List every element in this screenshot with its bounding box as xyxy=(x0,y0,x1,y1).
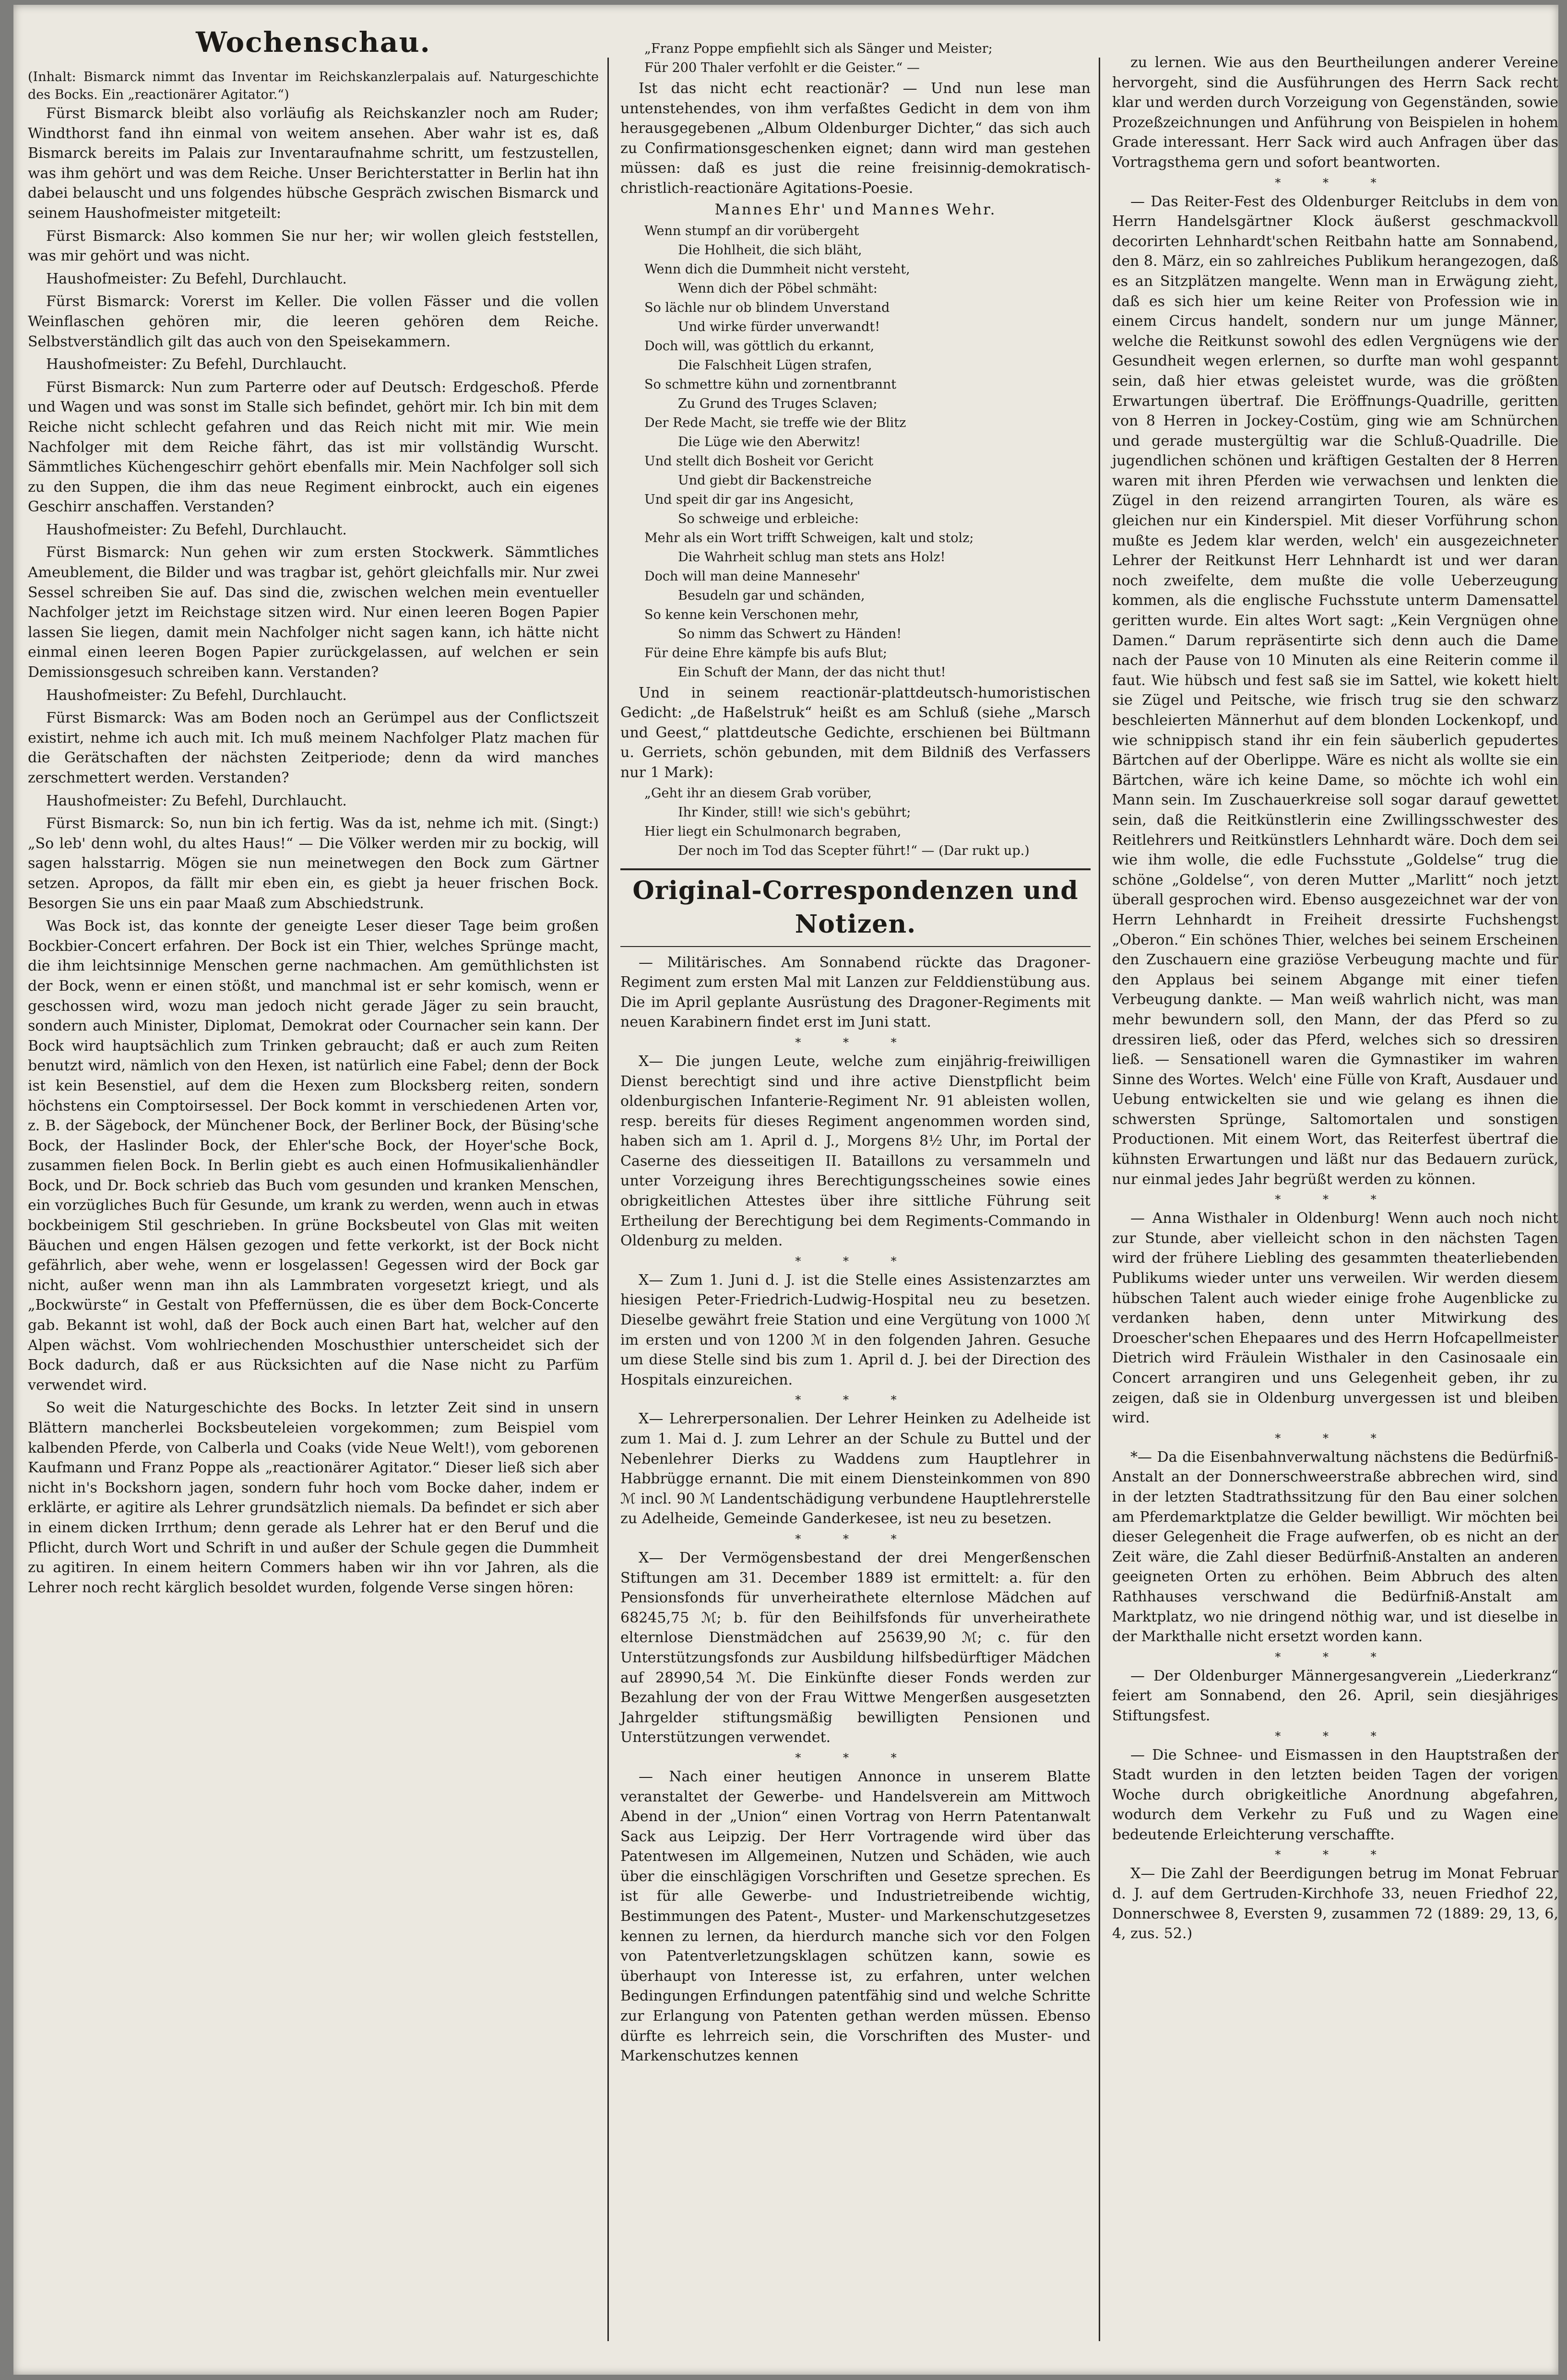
column-1 xyxy=(28,19,599,1600)
verse-line: Und wirke fürder unverwandt! xyxy=(678,319,880,334)
column-3 xyxy=(1112,53,1558,1947)
separator-asterisks: * * * xyxy=(795,1393,916,1407)
top-verse xyxy=(620,39,1091,78)
verse-line: Die Hohlheit, die sich bläht, xyxy=(678,242,862,258)
column-2 xyxy=(620,38,1091,2069)
article-paragraph: Haushofmeister: Zu Befehl, Durchlaucht. xyxy=(46,792,347,809)
verse-line: Der noch im Tod das Scepter führt!“ — (Dar rukt up.) xyxy=(678,843,1030,858)
verse-line: „Franz Poppe empfiehlt sich als Sänger und Meister; xyxy=(644,41,993,56)
verse-line: Zu Grund des Truges Sclaven; xyxy=(678,396,878,411)
newspaper-page xyxy=(13,5,1558,2375)
separator-asterisks: * * * xyxy=(795,1254,916,1268)
poem-title: Mannes Ehr' und Mannes Wehr. xyxy=(714,201,997,218)
notices xyxy=(1112,53,1558,1944)
article-paragraph: Fürst Bismarck: Was am Boden noch an Gerümpel aus der Conflictszeit existirt, nehme ich auch mit. Ich muß meinem Nachfolger Platz machen für die Gerätschaften der nächsten Zeitperiode; denn da wird manches zerschmettert werden. Verstanden? xyxy=(28,710,599,786)
closing-verse xyxy=(620,784,1091,861)
article-paragraph: Fürst Bismarck: Also kommen Sie nur her; wir wollen gleich feststellen, was mir gehört und was nicht. xyxy=(28,227,599,265)
intro-summary: (Inhalt: Bismarck nimmt das Inventar im Reichskanzlerpalais auf. Naturgeschichte des Bocks. Ein „reactionärer Agitator.“) xyxy=(28,70,599,102)
article-paragraph: zu lernen. Wie aus den Beurtheilungen anderer Vereine hervorgeht, sind die Ausführungen des Herrn Sack recht klar und werden durch Vorzeigung von Gegenständen, sowie Prozeßzeichnungen und Anführung von Beispielen in hohem Grade interessant. Herr Sack wird auch Anfragen über das Vortragsthema gern und sofort beantworten. xyxy=(1112,54,1558,171)
verse-line: Mehr als ein Wort trifft Schweigen, kalt und stolz; xyxy=(644,530,974,545)
notices xyxy=(620,953,1091,2066)
verse-line: Wenn dich der Pöbel schmäht: xyxy=(678,281,878,296)
article-paragraph: Fürst Bismarck: Nun gehen wir zum ersten Stockwerk. Sämmtliches Ameublement, die Bilder und was tragbar ist, gehört gleichfalls mir. Nur zwei Sessel schreiben Sie auf. Das sind die, zwischen welchen mein eventueller Nachfolger jetzt im Reichstage sitzen wird. Nur einen leeren Bogen Papier lassen Sie liegen, damit mein Nachfolger nicht sagen kann, ich hätte nicht einmal einen leeren Bogen Papier zurückgelassen, auf welchen er sein Demissionsgesuch schreiben kann. Verstanden? xyxy=(28,544,599,681)
article-paragraph: Haushofmeister: Zu Befehl, Durchlaucht. xyxy=(46,687,347,704)
separator-asterisks: * * * xyxy=(795,1035,916,1049)
separator-asterisks: * * * xyxy=(1275,1729,1396,1743)
separator-asterisks: * * * xyxy=(1275,176,1396,189)
verse-line: Die Lüge wie den Aberwitz! xyxy=(678,434,861,450)
article-paragraph: Haushofmeister: Zu Befehl, Durchlaucht. xyxy=(46,356,347,373)
separator-asterisks: * * * xyxy=(795,1751,916,1764)
verse-line: Die Falschheit Lügen strafen, xyxy=(678,357,872,373)
article-paragraph: Und in seinem reactionär-plattdeutsch-humoristischen Gedicht: „de Haßelstruk“ heißt es am Schluß (siehe „Marsch und Geest,“ plattdeutsche Gedichte, erschienen bei Bültmann u. Gerriets, schön gebunden, mit dem Bildniß des Verfassers nur 1 Mark): xyxy=(620,684,1091,781)
article-paragraph: Haushofmeister: Zu Befehl, Durchlaucht. xyxy=(46,521,347,538)
verse-line: So schmettre kühn und zornentbrannt xyxy=(644,377,897,392)
article-body xyxy=(28,104,599,1598)
article-paragraph: Fürst Bismarck: Nun zum Parterre oder auf Deutsch: Erdgeschoß. Pferde und Wagen und was sonst im Stalle sich befindet, gehört mir. Ich bin mit dem Reiche nicht schlecht gefahren und das Reich nicht mit mir. Wie mein Nachfolger mit dem Reiche fährt, das ist mir vollständig Wurscht. Sämmtliches Küchengeschirr gehört ebenfalls mir. Mein Nachfolger soll sich zu den Suppen, die ihm das neue Regiment einbrockt, auch ein eigenes Geschirr anschaffen. Verstanden? xyxy=(28,379,599,516)
article-paragraph: — Der Oldenburger Männergesangverein „Liederkranz“ feiert am Sonnabend, den 26. April, sein diesjähriges Stiftungsfest. xyxy=(1112,1667,1558,1724)
verse-line: Wenn stumpf an dir vorübergeht xyxy=(644,223,859,238)
article-paragraph: Ist das nicht echt reactionär? — Und nun lese man untenstehendes, von ihm verfaßtes Gedicht in dem von ihm herausgegebenen „Album Oldenburger Dichter,“ das sich auch zu Confirmationsgeschenken eignet; dann wird man gestehen müssen: daß es just die reine freisinnig-demokratisch-christlich-reactionäre Agitations-Poesie. xyxy=(620,80,1091,197)
separator-asterisks: * * * xyxy=(795,1532,916,1546)
article-paragraph: Fürst Bismarck: Vorerst im Keller. Die vollen Fässer und die vollen Weinflaschen gehören mir, die leeren gehören dem Reiche. Selbstverständlich gilt das auch von den Speisekammern. xyxy=(28,293,599,350)
verse-line: So schweige und erbleiche: xyxy=(678,511,859,526)
article-paragraph: Fürst Bismarck: So, nun bin ich fertig. Was da ist, nehme ich mit. (Singt:) „So leb' denn wohl, du altes Haus!“ — Die Völker werden mir zu bockig, will sagen halsstarrig. Mögen sie nun meinetwegen den Bock zum Gärtner setzen. Apropos, da fällt mir eben ein, es giebt ja heuer frischen Bock. Besorgen Sie uns ein paar Maaß zum Abschiedstrunk. xyxy=(28,815,599,912)
article-paragraph: — Die Schnee- und Eismassen in den Hauptstraßen der Stadt wurden in den letzten beiden Tagen der vorigen Woche durch obrigkeitliche Anordnung abgefahren, wodurch dem Verkehr zu Fuß und zu Wagen eine bedeutende Erleichterung verschaffte. xyxy=(1112,1746,1558,1843)
separator-asterisks: * * * xyxy=(1275,1650,1396,1664)
verse-line: Die Wahrheit schlug man stets ans Holz! xyxy=(678,549,946,565)
verse-line: Der Rede Macht, sie treffe wie der Blitz xyxy=(644,415,906,430)
section-title: Original-Correspondenzen und Notizen. xyxy=(620,868,1091,947)
separator-asterisks: * * * xyxy=(1275,1193,1396,1207)
verse-line: So nimm das Schwert zu Händen! xyxy=(678,626,902,641)
article-paragraph: Haushofmeister: Zu Befehl, Durchlaucht. xyxy=(46,270,347,287)
article-paragraph: X— Die Zahl der Beerdigungen betrug im Monat Februar d. J. auf dem Gertruden-Kirchhofe 33, neuen Friedhof 22, Donnerschwee 8, Eversten 9, zusammen 72 (1889: 29, 13, 6, 4, zus. 52.) xyxy=(1112,1865,1558,1942)
article-paragraph: — Nach einer heutigen Annonce in unserem Blatte veranstaltet der Gewerbe- und Handelsverein am Mittwoch Abend in der „Union“ einen Vortrag von Herrn Patentanwalt Sack aus Leipzig. Der Herr Vortragende wird über das Patentwesen im Allgemeinen, Nutzen und Schäden, wie auch über die einschlägigen Vorschriften und Gesetze sprechen. Es ist für alle Gewerbe- und Industrietreibende wichtig, Bestimmungen des Patent-, Muster- und Markenschutzgesetzes kennen zu lernen, da hierdurch manche sich vor den Folgen von Patentverletzungsklagen schützen kann, sowie es überhaupt von Interesse ist, zu erfahren, unter welchen Bedingungen Erfindungen patentfähig sind und welche Schritte zur Erlangung von Patenten gethan werden müssen. Ebenso dürfte es lehrreich sein, die Vorschriften des Muster- und Markenschutzes kennen xyxy=(620,1768,1091,2065)
verse-line: Hier liegt ein Schulmonarch begraben, xyxy=(644,824,902,839)
article-paragraph: Fürst Bismarck bleibt also vorläufig als Reichskanzler noch am Ruder; Windthorst fand ihn einmal von weitem ansehen. Aber wahr ist es, daß Bismarck bereits im Palais zur Inventaraufnahme schritt, um festzustellen, was ihm gehört und was dem Reiche. Unser Berichterstatter in Berlin hat ihn dabei belauscht und uns folgendes hübsche Gespräch zwischen Bismarck und seinem Haushofmeister mitgeteilt: xyxy=(28,105,599,222)
article-paragraph: Was Bock ist, das konnte der geneigte Leser dieser Tage beim großen Bockbier-Concert erfahren. Der Bock ist ein Thier, welches Sprünge macht, die ihm leichtsinnige Menschen gerne nachmachen. Am gemüthlichsten ist der Bock, wenn er einen stößt, und manchmal ist er sehr komisch, wenn er geschossen wird, wozu man jedoch nicht gerade Jäger zu sein braucht, sondern auch Minister, Diplomat, Demokrat oder Cournacher sein kann. Der Bock wird hauptsächlich zum Trinken gebraucht; daß er auch zum Reiten benutzt wird, nämlich von den Hexen, ist natürlich eine Fabel; denn der Bock ist kein Besenstiel, auf dem die Hexen zum Blocksberg reiten, sondern höchstens ein Comptoirsessel. Der Bock kommt in verschiedenen Arten vor, z. B. der Sägebock, der Münchener Bock, der Berliner Bock, der Büsing'sche Bock, der Haslinder Bock, der Ehler'sche Bock, der Hoyer'sche Bock, zusammen fielen Bock. In Berlin giebt es auch einen Hofmusikalienhändler Bock, und Dr. Bock schrieb das Buch vom gesunden und kranken Menschen, ein vorzügliches Buch für Gesunde, um krank zu werden, wenn auch in etwas bockbeinigem Stil geschrieben. In grüne Bocksbeutel von Glas mit weiten Bäuchen und engen Hälsen gezogen und fette verkorkt, ist der Bock nicht gefährlich, aber wehe, wenn er losgelassen! Gegessen wird der Bock gar nicht, außer wenn man ihn als Lammbraten vorgesetzt kriegt, und als „Bockwürste“ in Gestalt von Pfeffernüssen, die es über dem Bock-Concerte gab. Bekannt ist wohl, daß der Bock auch einen Bart hat, welcher auf den Alpen wächst. Vom wohlriechenden Moschusthier unterscheidet sich der Bock dadurch, daß er aus Rücksichten auf die Nase nicht zu Parfüm verwendet wird. xyxy=(28,918,599,1394)
article-paragraph: X— Der Vermögensbestand der drei Mengerßenschen Stiftungen am 31. December 1889 ist ermittelt: a. für den Pensionsfonds für unverheirathete elternlose Mädchen auf 68245,75 ℳ; b. für den Beihilfsfonds für unverheirathete elternlose Dienstmädchen auf 25639,90 ℳ; c. für den Unterstützungsfonds zur Ausbildung hilfsbedürftiger Mädchen auf 28990,54 ℳ. Die Einkünfte dieser Fonds werden zur Bezahlung der von der Frau Wittwe Mengerßen ausgesetzten Jahrgelder stiftungsmäßig bewilligten Pensionen und Unterstützungen verwendet. xyxy=(620,1549,1091,1746)
article-paragraph: *— Da die Eisenbahnverwaltung nächstens die Bedürfniß-Anstalt an der Donnerschweerstraße abbrechen wird, sind in der letzten Stadtrathssitzung für den Bau einer solchen am Pferdemarktplatze die Gelder bewilligt. Wir möchten bei dieser Gelegenheit die Frage aufwerfen, ob es nicht an der Zeit wäre, die Zahl dieser Bedürfniß-Anstalten an anderen geeigneten Orten zu erhöhen. Beim Abbruch des alten Rathhauses verschwand die Bedürfniß-Anstalt am Marktplatz, wo nie dringend nöthig war, und ist dieselbe in der Markthalle nicht ersetzt worden kann. xyxy=(1112,1448,1558,1646)
verse-line: Und giebt dir Backenstreiche xyxy=(678,473,872,488)
verse-line: Ihr Kinder, still! wie sich's gebührt; xyxy=(678,805,911,820)
verse-line: Ein Schuft der Mann, der das nicht thut! xyxy=(678,664,946,680)
separator-asterisks: * * * xyxy=(1275,1848,1396,1862)
separator-asterisks: * * * xyxy=(1275,1431,1396,1445)
column-rule xyxy=(1099,58,1100,2341)
poem xyxy=(620,222,1091,682)
article-paragraph: So weit die Naturgeschichte des Bocks. In letzter Zeit sind in unsern Blättern mancherlei Bocksbeuteleien vorgekommen; zum Beispiel vom kalbenden Pferde, von Calberla und Coaks (vide Neue Welt!), vom geborenen Kaufmann und Franz Poppe als „reactionärer Agitator.“ Dieser ließ sich aber nicht in's Bockshorn jagen, sondern fuhr hoch vom Bocke daher, indem er erklärte, er agitire als Lehrer grundsätzlich niemals. Da befindet er sich aber in einem dicken Irrthum; denn gerade als Lehrer hat er den Beruf und die Pflicht, durch Wort und Schrift in und außer der Schule gegen die Dummheit zu agitiren. In einem heitern Commers haben wir ihn vor Jahren, als die Lehrer noch recht kärglich besoldet wurden, folgende Verse singen hören: xyxy=(28,1399,599,1596)
article-paragraph: X— Zum 1. Juni d. J. ist die Stelle eines Assistenzarztes am hiesigen Peter-Friedrich-Ludwig-Hospital neu zu besetzen. Dieselbe gewährt freie Station und eine Vergütung von 1000 ℳ im ersten und von 1200 ℳ in den folgenden Jahren. Gesuche um diese Stelle sind bis zum 1. April d. J. bei der Direction des Hospitals einzureichen. xyxy=(620,1271,1091,1388)
verse-line: Und speit dir gar ins Angesicht, xyxy=(644,492,854,507)
article-paragraph: — Militärisches. Am Sonnabend rückte das Dragoner-Regiment zum ersten Mal mit Lanzen zur Felddienstübung aus. Die im April geplante Ausrüstung des Dragoner-Regiments mit neuen Karabinern findet erst im Juni statt. xyxy=(620,954,1091,1031)
page-title: Wochenschau. xyxy=(196,26,431,59)
verse-line: Und stellt dich Bosheit vor Gericht xyxy=(644,453,874,469)
column-rule xyxy=(607,58,609,2341)
verse-line: Doch will, was göttlich du erkannt, xyxy=(644,338,875,354)
verse-line: Für deine Ehre kämpfe bis aufs Blut; xyxy=(644,645,888,661)
article-paragraph: — Anna Wisthaler in Oldenburg! Wenn auch noch nicht zur Stunde, aber vielleicht schon in den nächsten Tagen wird der frühere Liebling des gesammten theaterliebenden Publikums wieder unter uns verweilen. Wir werden diesem hübschen Talent auch wieder einige frohe Augenblicke zu verdanken haben, denn unter Mitwirkung des Droescher'schen Ehepaares und des Herrn Hofcapellmeister Dietrich wird Fräulein Wisthaler in den Casinosaale ein Concert arrangiren und uns Gelegenheit geben, ihr zu zeigen, daß sie in Oldenburg unvergessen ist und bleiben wird. xyxy=(1112,1210,1558,1427)
verse-line: So lächle nur ob blindem Unverstand xyxy=(644,300,890,315)
verse-line: „Geht ihr an diesem Grab vorüber, xyxy=(644,785,872,801)
article-paragraph: X— Die jungen Leute, welche zum einjährig-freiwilligen Dienst berechtigt sind und ihre active Dienstpflicht beim oldenburgischen Infanterie-Regiment Nr. 91 ableisten wollen, resp. bereits für dieses Regiment angenommen worden sind, haben sich am 1. April d. J., Morgens 8½ Uhr, im Portal der Caserne des diesseitigen II. Bataillons zu versammeln und unter Vorzeigung ihres Berechtigungsscheines sowie eines obrigkeitlichen Attestes über ihre sittliche Führung seit Ertheilung der Berechtigung bei dem Regiments-Commando in Oldenburg zu melden. xyxy=(620,1053,1091,1250)
verse-line: Wenn dich die Dummheit nicht versteht, xyxy=(644,261,910,277)
verse-line: Besudeln gar und schänden, xyxy=(678,588,865,603)
article-paragraph: X— Lehrerpersonalien. Der Lehrer Heinken zu Adelheide ist zum 1. Mai d. J. zum Lehrer an der Schule zu Buttel und der Nebenlehrer Dierks zu Waddens zum Hauptlehrer in Habbrügge ernannt. Die mit einem Diensteinkommen von 890 ℳ incl. 90 ℳ Landentschädigung verbundene Hauptlehrerstelle zu Adelheide, Gemeinde Ganderkesee, ist neu zu besetzen. xyxy=(620,1410,1091,1527)
verse-line: So kenne kein Verschonen mehr, xyxy=(644,607,859,622)
article-paragraph: — Das Reiter-Fest des Oldenburger Reitclubs in dem von Herrn Handelsgärtner Klock äußerst geschmackvoll decorirten Lehnhardt'schen Reitbahn hatte am Sonnabend, den 8. März, ein so zahlreiches Publikum herangezogen, daß es an Sitzplätzen mangelte. Wenn man in Erwägung zieht, daß es sich hier um keine Reiter von Profession wie in einem Circus handelt, sondern nur um junge Männer, welche die Reitkunst sowohl des edlen Vergnügens wie der Gesundheit wegen erlernen, so durfte man wohl gespannt sein, daß hier etwas geleistet wurde, was die größten Erwartungen übertraf. Die Eröffnungs-Quadrille, geritten von 8 Herren in Jockey-Costüm, ging wie am Schnürchen und gerade mustergültig war die Schluß-Quadrille. Die jugendlichen schönen und kräftigen Gestalten der 8 Herren waren mit ihren Pferden wie verwachsen und lenkten die Zügel in den reizend arrangirten Touren, als wäre es gleichen nur ein Kinderspiel. Mit dieser Vorführung schon mußte es Jedem klar werden, welch' ein ausgezeichneter Lehrer der Reitkunst Herr Lehnhardt ist und wer daran noch zweifelte, dem mußte die volle Ueberzeugung kommen, als die englische Fuchsstute unterm Damensattel geritten wurde. Ein altes Wort sagt: „Kein Vergnügen ohne Damen.“ Darum repräsentirte sich denn auch die Dame nach der Pause von 10 Minuten als eine Reiterin comme il faut. Wie hübsch und fest saß sie im Sattel, wie kokett hielt sie Zügel und Peitsche, wie frisch trug sie den schwarz beschleierten Männerhut auf dem blonden Lockenkopf, und wie schnippisch stand ihr ein fein säuberlich gepudertes Bärtchen auf der Oberlippe. Wäre es nicht als wollte sie ein Bärtchen, wäre ich keine Dame, so möchte ich wohl ein Mann sein. Im Zuschauerkreise soll sogar darauf gewettet sein, daß die Reitkünstlerin eine Zwillingsschwester des Reitlehrers und Reitkünstlers Lehnhardt wäre. Doch dem sei wie ihm wolle, die edle Fuchsstute „Goldelse“ trug die schöne „Goldelse“, von deren Mutter „Marlitt“ noch jetzt überall gesprochen wird. Ebenso ausgezeichnet war der von Herrn Lehnhardt in Freiheit dressirte Fuchshengst „Oberon.“ Ein schönes Thier, welches bei seinem Erscheinen den Zuschauern eine graziöse Verbeugung machte und für den Applaus bei seinem Abgange mit einer tiefen Verbeugung dankte. — Man weiß wahrlich nicht, was man mehr bewundern soll, den Mann, der das Pferd so zu dressiren ließ, oder das Pferd, welches sich so dressiren ließ. — Sensationell waren die Gymnastiker im wahren Sinne des Wortes. Welch' eine Fülle von Kraft, Ausdauer und Uebung entwickelten sie und wie gelang es ihnen die schwersten Sprünge, Saltomortalen und sonstigen Productionen. Mit einem Wort, das Reiterfest übertraf die kühnsten Erwartungen und läßt nur das Bedauern zurück, nur einmal jedes Jahr begrüßt werden zu können. xyxy=(1112,193,1558,1188)
verse-line: Doch will man deine Mannesehr' xyxy=(644,568,861,584)
verse-line: Für 200 Thaler verfohlt er die Geister.“ — xyxy=(644,60,920,75)
